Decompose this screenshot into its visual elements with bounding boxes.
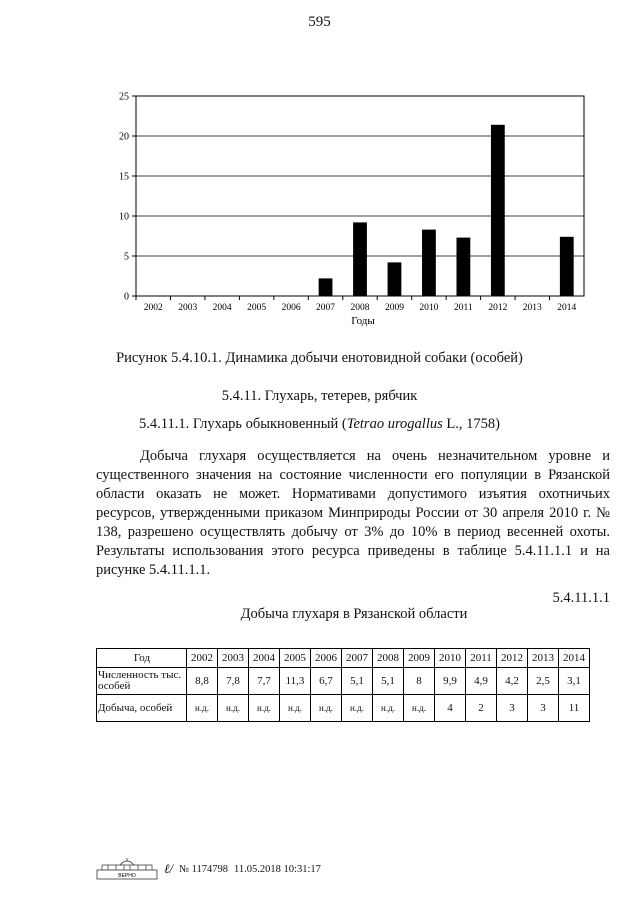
table-cell: 4,2 <box>497 668 528 695</box>
table-cell: 4,9 <box>466 668 497 695</box>
chart-axes <box>119 92 584 314</box>
chart-bar <box>456 238 470 296</box>
table-cell: н.д. <box>311 695 342 722</box>
chart-bar <box>560 237 574 296</box>
chart-x-tick-label: 2003 <box>178 303 198 313</box>
table-cell: н.д. <box>218 695 249 722</box>
table-row <box>97 695 590 722</box>
table-cell: 3,1 <box>559 668 590 695</box>
table-cell: 7,7 <box>249 668 280 695</box>
chart-x-tick-label: 2009 <box>384 303 404 313</box>
chart-x-tick-label: 2008 <box>350 303 370 313</box>
table-cell: 11 <box>559 695 590 722</box>
subsection-heading <box>0 416 639 433</box>
table-year-header: 2014 <box>559 649 590 668</box>
table-cell: н.д. <box>342 695 373 722</box>
chart-bars <box>319 125 574 296</box>
chart-x-tick-label: 2010 <box>419 303 439 313</box>
table-year-header: 2002 <box>187 649 218 668</box>
table-year-header: 2003 <box>218 649 249 668</box>
document-datetime: 11.05.2018 10:31:17 <box>234 863 321 875</box>
table-number: 5.4.11.1.1 <box>552 590 610 606</box>
table-cell: 4 <box>435 695 466 722</box>
body-paragraph: Добыча глухаря осуществляется на очень незначительном уровне и существенного значения на состояние численности его популяции в Рязанской области оказать не может. Нормативами допустимого изъятия охотничьих ресурсов, утвержденными приказом Минприроды России от 30 апреля 2010 г. № 138, разрешено осуществлять добычу от 3% до 10% в период весенней охоты. Результаты использования этого ресурса приведены в таблице 5.4.11.1.1 и на рисунке 5.4.11.1.1. <box>96 448 610 578</box>
table-cell: 2 <box>466 695 497 722</box>
table-header-label: Год <box>97 649 187 668</box>
table-cell: н.д. <box>404 695 435 722</box>
chart-y-tick-label: 25 <box>119 91 129 103</box>
document-stamp-icon <box>96 858 158 880</box>
table-cell: 9,9 <box>435 668 466 695</box>
table-year-header: 2005 <box>280 649 311 668</box>
table-year-header: 2008 <box>373 649 404 668</box>
signature-mark-icon: ℓ/ <box>164 861 174 876</box>
table-year-header: 2010 <box>435 649 466 668</box>
table-cell: 3 <box>497 695 528 722</box>
chart-bar <box>388 262 402 296</box>
table-cell: 5,1 <box>342 668 373 695</box>
table-cell: 3 <box>528 695 559 722</box>
table-cell: 8,8 <box>187 668 218 695</box>
chart-x-tick-label: 2012 <box>488 303 508 313</box>
section-heading: 5.4.11. Глухарь, тетерев, рябчик <box>221 388 418 404</box>
document-number: № 1174798 <box>179 863 229 875</box>
subsection-prefix: 5.4.11.1. Глухарь обыкновенный ( <box>139 416 347 432</box>
table-year-header: 2012 <box>497 649 528 668</box>
chart-y-tick-label: 20 <box>119 131 129 143</box>
chart-x-tick-label: 2011 <box>454 303 473 313</box>
table-row <box>97 668 590 695</box>
table-year-header: 2009 <box>404 649 435 668</box>
table-cell: 11,3 <box>280 668 311 695</box>
table-year-header: 2007 <box>342 649 373 668</box>
chart-x-tick-label: 2014 <box>557 303 577 313</box>
chart-y-tick-label: 0 <box>124 291 129 303</box>
table-year-header: 2006 <box>311 649 342 668</box>
chart-x-tick-label: 2002 <box>143 303 163 313</box>
table-cell: н.д. <box>187 695 218 722</box>
table-cell: н.д. <box>280 695 311 722</box>
chart-y-tick-label: 10 <box>119 211 129 223</box>
chart-bar <box>353 222 367 296</box>
chart-x-axis-label: Годы <box>351 315 375 327</box>
table-cell: 6,7 <box>311 668 342 695</box>
chart-y-tick-label: 15 <box>119 171 129 183</box>
latin-species-name: Tetrao urogallus <box>346 416 443 432</box>
table-row-label: Добыча, особей <box>97 695 187 722</box>
figure-caption: Рисунок 5.4.10.1. Динамика добычи енотовидной собаки (особей) <box>116 350 523 366</box>
table-cell: н.д. <box>373 695 404 722</box>
table-year-header: 2011 <box>466 649 497 668</box>
table-cell: н.д. <box>249 695 280 722</box>
chart-y-tick-label: 5 <box>124 251 129 263</box>
table-cell: 8 <box>404 668 435 695</box>
chart-x-tick-label: 2004 <box>212 303 232 313</box>
footer <box>96 858 321 880</box>
stamp-caption: ВЕРНО <box>118 873 136 879</box>
chart-x-tick-label: 2013 <box>522 303 542 313</box>
chart-x-tick-label: 2007 <box>316 303 336 313</box>
chart-bar <box>422 230 436 296</box>
table-year-header: 2013 <box>528 649 559 668</box>
page-number: 595 <box>308 14 331 30</box>
table-cell: 5,1 <box>373 668 404 695</box>
table-row-label: Численность тыс. особей <box>97 668 187 695</box>
chart-bar <box>491 125 505 296</box>
harvest-bar-chart <box>108 88 592 330</box>
subsection-suffix: L., 1758) <box>442 416 500 432</box>
table-cell: 7,8 <box>218 668 249 695</box>
table-year-header: 2004 <box>249 649 280 668</box>
chart-bar <box>319 278 333 296</box>
chart-x-tick-label: 2006 <box>281 303 301 313</box>
chart-x-tick-label: 2005 <box>247 303 267 313</box>
harvest-table <box>96 648 590 722</box>
table-title: Добыча глухаря в Рязанской области <box>240 606 468 622</box>
table-header-row <box>97 649 590 668</box>
table-cell: 2,5 <box>528 668 559 695</box>
